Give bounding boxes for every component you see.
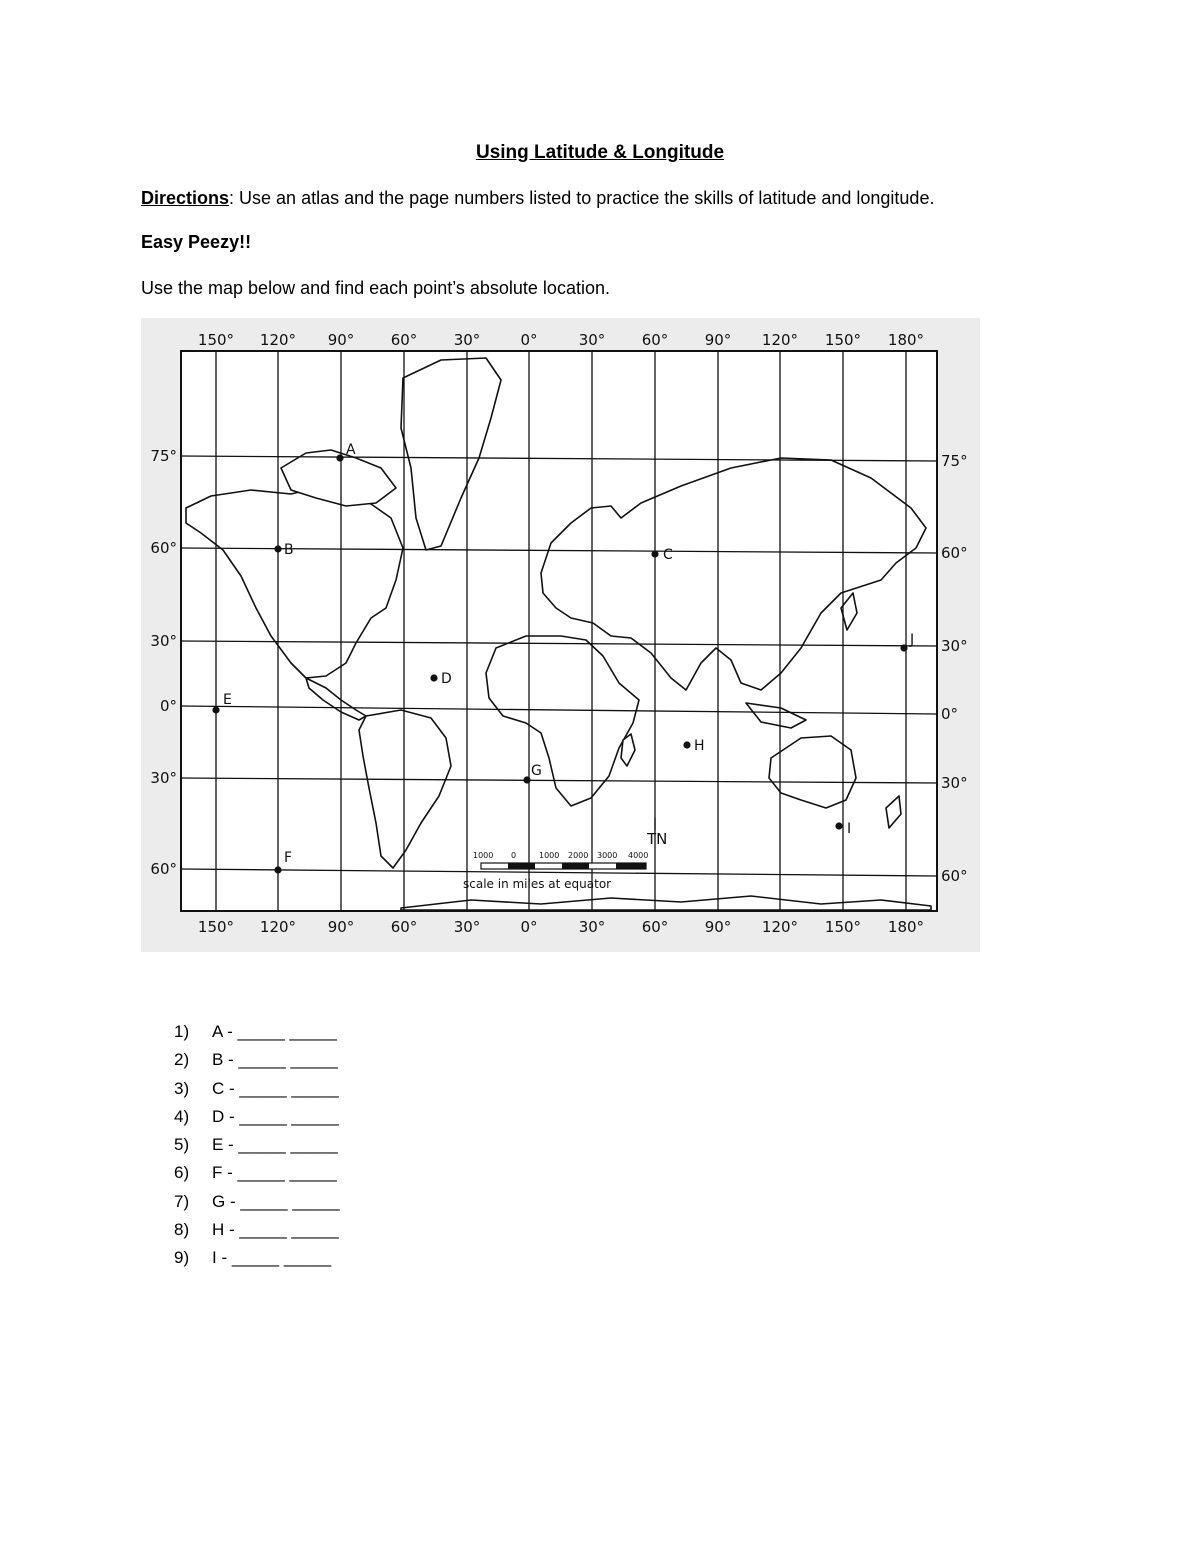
scale-tick-label: 3000 bbox=[597, 851, 618, 860]
world-map bbox=[141, 318, 980, 952]
point-h-label: H bbox=[694, 738, 705, 754]
latitude-label-left: 75° bbox=[150, 447, 177, 465]
point-e-label: E bbox=[223, 692, 232, 708]
latitude-label-right: 30° bbox=[941, 637, 968, 655]
question-item bbox=[174, 1075, 340, 1103]
scale-tick-label: 0 bbox=[511, 851, 517, 860]
question-text: A - _____ _____ bbox=[212, 1022, 337, 1041]
question-number: 2) bbox=[174, 1050, 190, 1070]
question-text: C - _____ _____ bbox=[212, 1078, 339, 1098]
scale-bar-segment bbox=[508, 863, 535, 869]
point-b-label: B bbox=[284, 542, 294, 558]
question-number: 8) bbox=[174, 1220, 190, 1240]
longitude-label-top: 0° bbox=[520, 331, 538, 349]
point-h-marker bbox=[683, 741, 690, 748]
point-j-marker bbox=[900, 644, 907, 651]
point-f-label: F bbox=[284, 850, 293, 866]
point-g-marker bbox=[523, 776, 530, 783]
scale-tick-label: 4000 bbox=[628, 851, 649, 860]
longitude-label-bottom: 30° bbox=[578, 918, 606, 936]
latitude-label-right: 60° bbox=[941, 544, 968, 562]
question-item bbox=[174, 1159, 340, 1187]
scale-bar-segment bbox=[562, 863, 589, 869]
directions bbox=[141, 188, 1101, 209]
point-a-marker bbox=[336, 454, 343, 461]
true-north-label: TN bbox=[647, 830, 668, 848]
world-map-svg bbox=[141, 318, 980, 952]
question-text: F - _____ _____ bbox=[212, 1163, 337, 1183]
longitude-label-top: 120° bbox=[259, 331, 297, 349]
latitude-label-right: 75° bbox=[941, 452, 968, 470]
instruction-text: Use the map below and find each point’s absolute location. bbox=[141, 278, 610, 298]
longitude-label-top: 180° bbox=[887, 331, 925, 349]
page-title: Using Latitude & Longitude bbox=[475, 142, 725, 163]
point-g-label: G bbox=[531, 763, 542, 779]
latitude-label-left: 60° bbox=[150, 539, 177, 557]
longitude-label-bottom: 120° bbox=[761, 918, 799, 936]
longitude-label-bottom: 60° bbox=[390, 918, 418, 936]
latitude-label-left: 30° bbox=[150, 769, 177, 787]
latitude-label-right: 60° bbox=[941, 867, 968, 885]
question-text: H - _____ _____ bbox=[212, 1220, 339, 1240]
question-text: B - _____ _____ bbox=[212, 1050, 338, 1070]
question-text: D - _____ _____ bbox=[212, 1106, 339, 1126]
longitude-label-bottom: 180° bbox=[887, 918, 925, 936]
latitude-label-left: 0° bbox=[159, 697, 177, 715]
scale-caption: scale in miles at equator bbox=[463, 877, 612, 891]
question-item bbox=[174, 1188, 340, 1216]
longitude-label-top: 30° bbox=[453, 331, 481, 349]
latitude-label-right: 0° bbox=[941, 705, 959, 723]
point-b-marker bbox=[274, 545, 281, 552]
scale-tick-label: 1000 bbox=[539, 851, 560, 860]
longitude-label-bottom: 150° bbox=[824, 918, 862, 936]
question-item bbox=[174, 1244, 340, 1272]
longitude-label-bottom: 0° bbox=[520, 918, 538, 936]
latitude-label-right: 30° bbox=[941, 774, 968, 792]
longitude-label-bottom: 150° bbox=[197, 918, 235, 936]
point-a-label: A bbox=[346, 442, 356, 458]
question-item bbox=[174, 1018, 340, 1046]
question-list bbox=[174, 1018, 340, 1273]
directions-label: Directions bbox=[141, 188, 230, 208]
point-i-marker bbox=[835, 822, 842, 829]
longitude-label-bottom: 90° bbox=[327, 918, 355, 936]
section-heading: Easy Peezy!! bbox=[141, 232, 252, 252]
point-j-label: J bbox=[910, 632, 915, 648]
latitude-label-left: 30° bbox=[150, 632, 177, 650]
question-number: 3) bbox=[174, 1078, 190, 1098]
point-c-marker bbox=[651, 550, 658, 557]
longitude-label-top: 30° bbox=[578, 331, 606, 349]
question-item bbox=[174, 1046, 340, 1074]
directions-text: : Use an atlas and the page numbers listed to practice the skills of latitude and longitude. bbox=[229, 188, 935, 208]
scale-bar-segment bbox=[616, 863, 646, 869]
point-i-label: I bbox=[847, 821, 852, 837]
question-text: G - _____ _____ bbox=[212, 1191, 340, 1211]
question-number: 9) bbox=[174, 1248, 190, 1268]
latitude-label-left: 60° bbox=[150, 860, 177, 878]
point-d-label: D bbox=[441, 671, 452, 687]
point-f-marker bbox=[274, 866, 281, 873]
question-item bbox=[174, 1103, 340, 1131]
longitude-label-bottom: 120° bbox=[259, 918, 297, 936]
question-number: 6) bbox=[174, 1163, 190, 1183]
question-number: 1) bbox=[174, 1022, 190, 1041]
point-c-label: C bbox=[663, 547, 673, 563]
longitude-label-top: 150° bbox=[197, 331, 235, 349]
longitude-label-bottom: 90° bbox=[704, 918, 732, 936]
question-item bbox=[174, 1216, 340, 1244]
longitude-label-top: 90° bbox=[704, 331, 732, 349]
longitude-label-bottom: 30° bbox=[453, 918, 481, 936]
longitude-label-top: 90° bbox=[327, 331, 355, 349]
question-number: 5) bbox=[174, 1135, 190, 1155]
point-d-marker bbox=[430, 674, 437, 681]
longitude-label-bottom: 60° bbox=[641, 918, 669, 936]
question-text: I - _____ _____ bbox=[212, 1248, 332, 1268]
scale-tick-label: 2000 bbox=[568, 851, 589, 860]
longitude-label-top: 150° bbox=[824, 331, 862, 349]
scale-tick-label: 1000 bbox=[473, 851, 494, 860]
longitude-label-top: 60° bbox=[390, 331, 418, 349]
question-number: 4) bbox=[174, 1106, 190, 1126]
question-number: 7) bbox=[174, 1191, 190, 1211]
longitude-label-top: 120° bbox=[761, 331, 799, 349]
question-text: E - _____ _____ bbox=[212, 1135, 338, 1155]
question-item bbox=[174, 1131, 340, 1159]
longitude-label-top: 60° bbox=[641, 331, 669, 349]
point-e-marker bbox=[212, 706, 219, 713]
